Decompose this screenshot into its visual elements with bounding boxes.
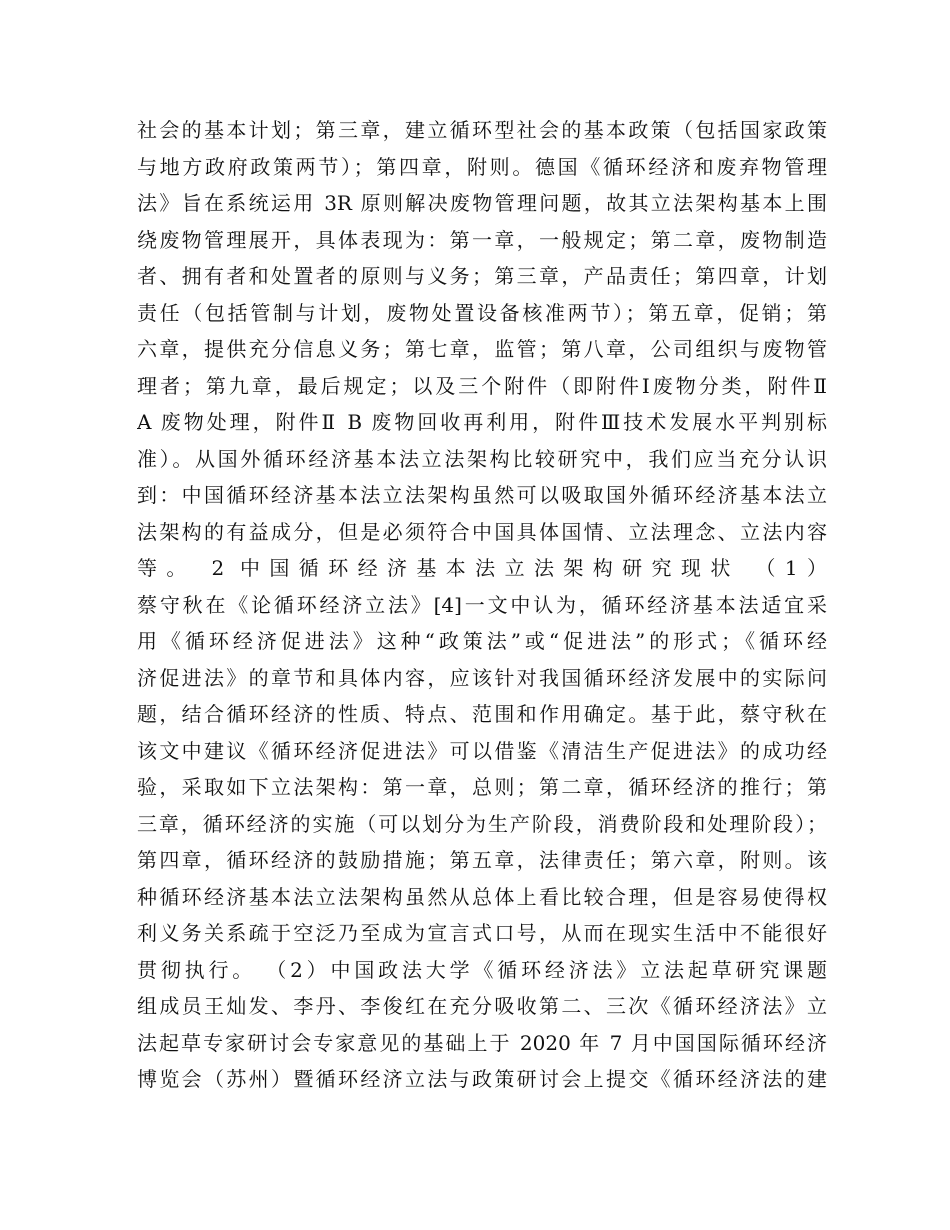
text-line: 济促进法》的章节和具体内容，应该针对我国循环经济发展中的实际问: [137, 665, 827, 690]
body-text: [137, 112, 827, 1098]
text-line: 法架构的有益成分，但是必须符合中国具体国情、立法理念、立法内容: [137, 519, 827, 544]
text-line: 博览会（苏州）暨循环经济立法与政策研讨会上提交《循环经济法的建: [137, 1067, 827, 1091]
text-line: 组成员王灿发、李丹、李俊红在充分吸收第二、三次《循环经济法》立: [137, 994, 827, 1018]
text-line: 准）。从国外循环经济基本法立法架构比较研究中，我们应当充分认识: [137, 446, 827, 471]
text-line: 社会的基本计划；第三章，建立循环型社会的基本政策（包括国家政策: [137, 118, 827, 142]
text-line: 法起草专家研讨会专家意见的基础上于 2020 年 7 月中国国际循环经济: [137, 1030, 827, 1055]
text-line: 三章，循环经济的实施（可以划分为生产阶段，消费阶段和处理阶段）；: [137, 811, 827, 836]
text-line: 等。 2 中国循环经济基本法立法架构研究现状 （1）: [137, 556, 827, 580]
text-line: 与地方政府政策两节）；第四章，附则。德国《循环经济和废弃物管理: [137, 154, 827, 179]
text-line: 理者；第九章，最后规定；以及三个附件（即附件Ⅰ废物分类，附件Ⅱ: [137, 373, 827, 398]
text-line: 验，采取如下立法架构：第一章，总则；第二章，循环经济的推行；第: [137, 775, 827, 799]
text-line: 题，结合循环经济的性质、特点、范围和作用确定。基于此，蔡守秋在: [137, 702, 827, 726]
text-line: 者、拥有者和处置者的原则与义务；第三章，产品责任；第四章，计划: [137, 264, 827, 288]
text-line: 利义务关系疏于空泛乃至成为宣言式口号，从而在现实生活中不能很好: [137, 921, 827, 945]
text-line: 第四章，循环经济的鼓励措施；第五章，法律责任；第六章，附则。该: [137, 848, 827, 872]
text-line: 责任（包括管制与计划，废物处置设备核准两节）；第五章，促销；第: [137, 300, 827, 325]
text-line: 该文中建议《循环经济促进法》可以借鉴《清洁生产促进法》的成功经: [137, 738, 827, 763]
text-line: 用《循环经济促进法》这种“政策法”或“促进法”的形式；《循环经: [137, 629, 827, 653]
text-line: 绕废物管理展开，具体表现为：第一章，一般规定；第二章，废物制造: [137, 227, 827, 252]
text-line: 到：中国循环经济基本法立法架构虽然可以吸取国外循环经济基本法立: [137, 483, 827, 507]
text-line: 贯彻执行。 （2）中国政法大学《循环经济法》立法起草研究课题: [137, 957, 827, 982]
text-line: 六章，提供充分信息义务；第七章，监管；第八章，公司组织与废物管: [137, 337, 827, 361]
text-line: 蔡守秋在《论循环经济立法》[4]一文中认为，循环经济基本法适宜采: [137, 592, 827, 617]
text-line: A 废物处理，附件Ⅱ B 废物回收再利用，附件Ⅲ技术发展水平判别标: [137, 410, 827, 434]
text-line: 种循环经济基本法立法架构虽然从总体上看比较合理，但是容易使得权: [137, 884, 827, 909]
text-line: 法》旨在系统运用 3R 原则解决废物管理问题，故其立法架构基本上围: [137, 191, 827, 215]
